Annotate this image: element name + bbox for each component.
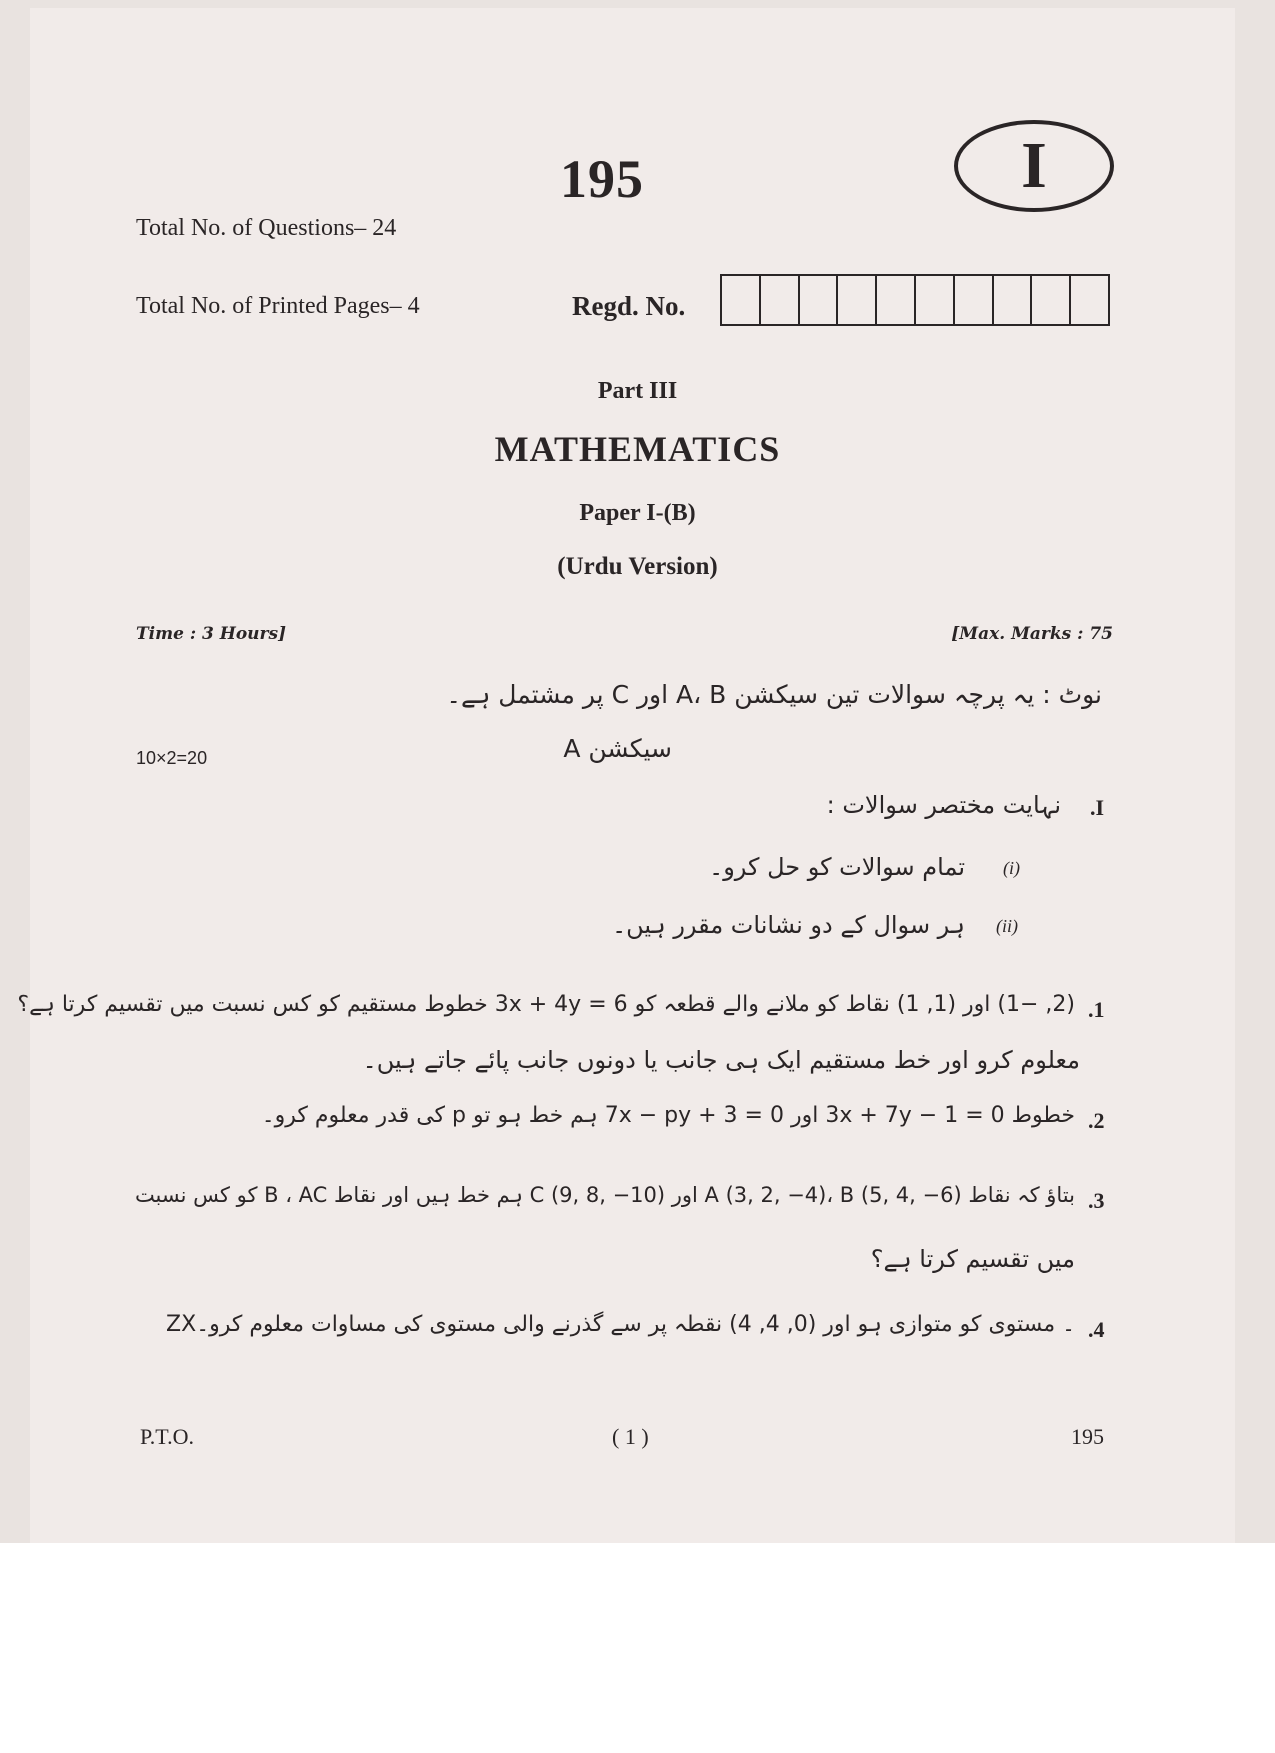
- question-text: ZX۔ مستوی کو متوازی ہو اور (0, 4, 4) نقطہ پر سے گذرنے والی مستوی کی مساوات معلوم کرو۔: [166, 1312, 1075, 1337]
- section-title: سیکشن A: [563, 734, 672, 763]
- total-questions-text: Total No. of Questions– 24: [136, 215, 397, 241]
- subject-title: MATHEMATICS: [494, 429, 781, 469]
- regd-digit-box[interactable]: [994, 276, 1033, 324]
- question-number: .1: [1088, 997, 1105, 1022]
- part-label: Part III: [597, 378, 678, 404]
- regd-digit-box[interactable]: [800, 276, 839, 324]
- question-text: بتاؤ کہ نقاط A (3, 2, −4)، B (5, 4, −6) اور C (9, 8, −10) ہم خط ہیں اور نقاط B ، AC کو کس نسبت: [134, 1183, 1075, 1207]
- regd-number-boxes[interactable]: [720, 274, 1110, 326]
- regd-digit-box[interactable]: [1071, 276, 1108, 324]
- regd-digit-box[interactable]: [838, 276, 877, 324]
- question-text: (2, −1) اور (1, 1) نقاط کو ملانے والے قطعہ کو 3x + 4y = 6 خطوط مستقیم کو کس نسبت میں تقسیم کرتا ہے؟: [17, 992, 1075, 1017]
- set-badge: I: [954, 120, 1114, 212]
- regd-label: Regd. No.: [572, 291, 686, 321]
- page-number: ( 1 ): [612, 1424, 649, 1449]
- question-text: میں تقسیم کرتا ہے؟: [870, 1245, 1075, 1273]
- section-number: .I: [1090, 795, 1105, 820]
- instruction-text: تمام سوالات کو حل کرو۔: [709, 853, 965, 881]
- max-marks: [Max. Marks : 75: [951, 624, 1113, 644]
- paper-label: Paper I-(B): [579, 500, 696, 526]
- pto-label: P.T.O.: [140, 1424, 194, 1449]
- question-text: خطوط 3x + 7y − 1 = 0 اور 7x − py + 3 = 0 ہم خط ہو تو p کی قدر معلوم کرو۔: [261, 1103, 1075, 1128]
- instruction-label: (ii): [996, 916, 1018, 936]
- regd-digit-box[interactable]: [916, 276, 955, 324]
- total-pages-text: Total No. of Printed Pages– 4: [136, 293, 420, 319]
- question-number: .4: [1088, 1317, 1105, 1342]
- regd-digit-box[interactable]: [877, 276, 916, 324]
- instruction-text: ہر سوال کے دو نشانات مقرر ہیں۔: [612, 911, 965, 939]
- instructions-note: نوٹ : یہ پرچہ سوالات تین سیکشن A، B اور C پر مشتمل ہے۔: [446, 680, 1102, 709]
- time-allowed: Time : 3 Hours]: [136, 624, 287, 644]
- question-text: معلوم کرو اور خط مستقیم ایک ہی جانب یا دونوں جانب پائے جاتے ہیں۔: [362, 1046, 1080, 1074]
- paper-code: 195: [560, 149, 644, 209]
- total-questions: [136, 215, 396, 242]
- regd-digit-box[interactable]: [1032, 276, 1071, 324]
- regd-digit-box[interactable]: [761, 276, 800, 324]
- regd-digit-box[interactable]: [722, 276, 761, 324]
- instruction-label: (i): [1003, 858, 1020, 878]
- total-pages: [136, 293, 420, 320]
- section-marks: 10×2=20: [136, 748, 208, 768]
- question-number: .2: [1088, 1108, 1105, 1133]
- scan-margin: [0, 1543, 1275, 1753]
- footer-paper-code: 195: [1071, 1424, 1104, 1449]
- section-heading: نہایت مختصر سوالات :: [826, 791, 1061, 819]
- question-number: .3: [1088, 1188, 1105, 1213]
- regd-digit-box[interactable]: [955, 276, 994, 324]
- version-label: (Urdu Version): [557, 553, 718, 580]
